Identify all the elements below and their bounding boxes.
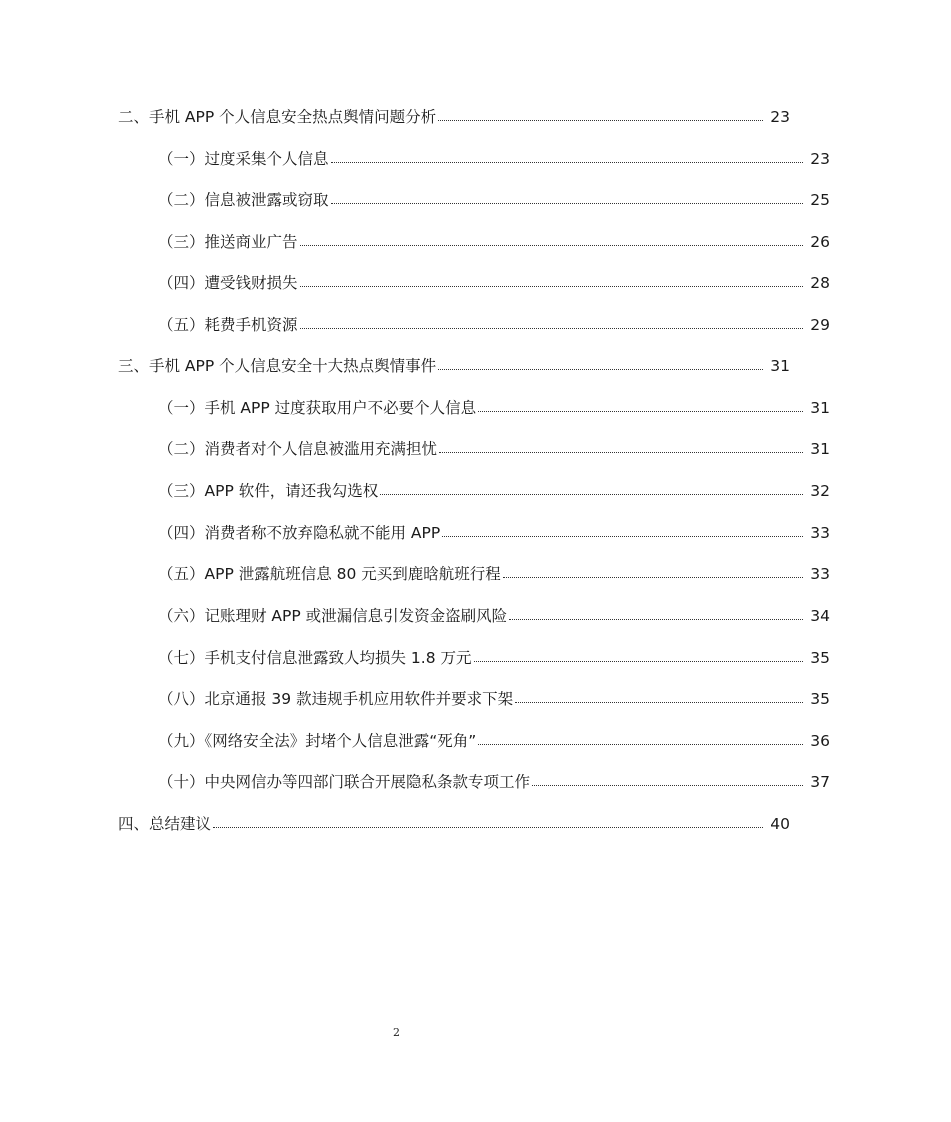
toc-entry[interactable] xyxy=(0,602,951,630)
toc-entry[interactable] xyxy=(0,186,951,214)
toc-entry-title: 三、手机 APP 个人信息安全十大热点舆情事件 xyxy=(118,357,437,375)
toc-entry-page: 31 xyxy=(810,399,830,417)
toc-entry[interactable] xyxy=(0,560,951,588)
toc-entry-title: （九）《网络安全法》封堵个人信息泄露“死角” xyxy=(158,732,477,750)
toc-entry-title: （三）APP 软件，请还我勾选权 xyxy=(158,482,379,500)
toc-entry[interactable] xyxy=(0,228,951,256)
toc-entry-page: 26 xyxy=(810,233,830,251)
toc-entry-page: 25 xyxy=(810,191,830,209)
toc-entry-page: 32 xyxy=(810,482,830,500)
toc-entry-page: 28 xyxy=(810,274,830,292)
toc-entry[interactable] xyxy=(0,352,911,380)
toc-entry-title: （四）消费者称不放弃隐私就不能用 APP xyxy=(158,524,441,542)
toc-entry[interactable] xyxy=(0,768,951,796)
dot-leader xyxy=(300,286,803,287)
dot-leader xyxy=(474,661,803,662)
toc-entry-title: （四）遭受钱财损失 xyxy=(158,274,298,292)
toc-entry[interactable] xyxy=(0,477,951,505)
toc-entry-page: 34 xyxy=(810,607,830,625)
dot-leader xyxy=(380,494,803,495)
toc-entry-title: （六）记账理财 APP 或泄漏信息引发资金盗刷风险 xyxy=(158,607,508,625)
toc-entry-title: （十）中央网信办等四部门联合开展隐私条款专项工作 xyxy=(158,773,531,791)
toc-entry-page: 23 xyxy=(770,108,790,126)
toc-entry[interactable] xyxy=(0,435,951,463)
toc-entry-page: 31 xyxy=(810,440,830,458)
dot-leader xyxy=(509,619,803,620)
toc-entry-title: （七）手机支付信息泄露致人均损失 1.8 万元 xyxy=(158,649,472,667)
toc-entry[interactable] xyxy=(0,727,951,755)
toc-entry-title: （三）推送商业广告 xyxy=(158,233,298,251)
toc-entry-page: 35 xyxy=(810,690,830,708)
toc-entry-page: 37 xyxy=(810,773,830,791)
toc-entry[interactable] xyxy=(0,644,951,672)
toc-entry-title: （八）北京通报 39 款违规手机应用软件并要求下架 xyxy=(158,690,514,708)
dot-leader xyxy=(503,577,803,578)
dot-leader xyxy=(300,245,803,246)
toc-entry-title: （五）APP 泄露航班信息 80 元买到鹿晗航班行程 xyxy=(158,565,501,583)
toc-entry-title: （五）耗费手机资源 xyxy=(158,316,298,334)
toc-entry[interactable] xyxy=(0,685,951,713)
toc-entry-page: 23 xyxy=(810,150,830,168)
toc-entry[interactable] xyxy=(0,269,951,297)
dot-leader xyxy=(331,203,803,204)
toc-entry-page: 33 xyxy=(810,565,830,583)
dot-leader xyxy=(438,369,763,370)
toc-entry-title: （一）过度采集个人信息 xyxy=(158,150,329,168)
dot-leader xyxy=(438,120,763,121)
dot-leader xyxy=(442,536,803,537)
dot-leader xyxy=(213,827,763,828)
toc-entry-title: （二）消费者对个人信息被滥用充满担忧 xyxy=(158,440,438,458)
dot-leader xyxy=(532,785,803,786)
toc-entry-page: 31 xyxy=(770,357,790,375)
toc-entry[interactable] xyxy=(0,810,911,838)
toc-entry[interactable] xyxy=(0,145,951,173)
toc-entry-page: 36 xyxy=(810,732,830,750)
toc-entry-page: 35 xyxy=(810,649,830,667)
dot-leader xyxy=(439,452,803,453)
dot-leader xyxy=(478,744,803,745)
page-number: 2 xyxy=(393,1026,400,1039)
toc-entry[interactable] xyxy=(0,519,951,547)
toc-entry-title: 四、总结建议 xyxy=(118,815,212,833)
dot-leader xyxy=(478,411,803,412)
toc-entry[interactable] xyxy=(0,394,951,422)
toc-entry[interactable] xyxy=(0,103,911,131)
toc-entry-page: 40 xyxy=(770,815,790,833)
dot-leader xyxy=(331,162,803,163)
toc-entry-title: （二）信息被泄露或窃取 xyxy=(158,191,329,209)
dot-leader xyxy=(300,328,803,329)
toc-entry-page: 29 xyxy=(810,316,830,334)
toc-entry-title: （一）手机 APP 过度获取用户不必要个人信息 xyxy=(158,399,477,417)
dot-leader xyxy=(515,702,803,703)
toc-entry-page: 33 xyxy=(810,524,830,542)
toc-entry[interactable] xyxy=(0,311,951,339)
toc-entry-title: 二、手机 APP 个人信息安全热点舆情问题分析 xyxy=(118,108,437,126)
